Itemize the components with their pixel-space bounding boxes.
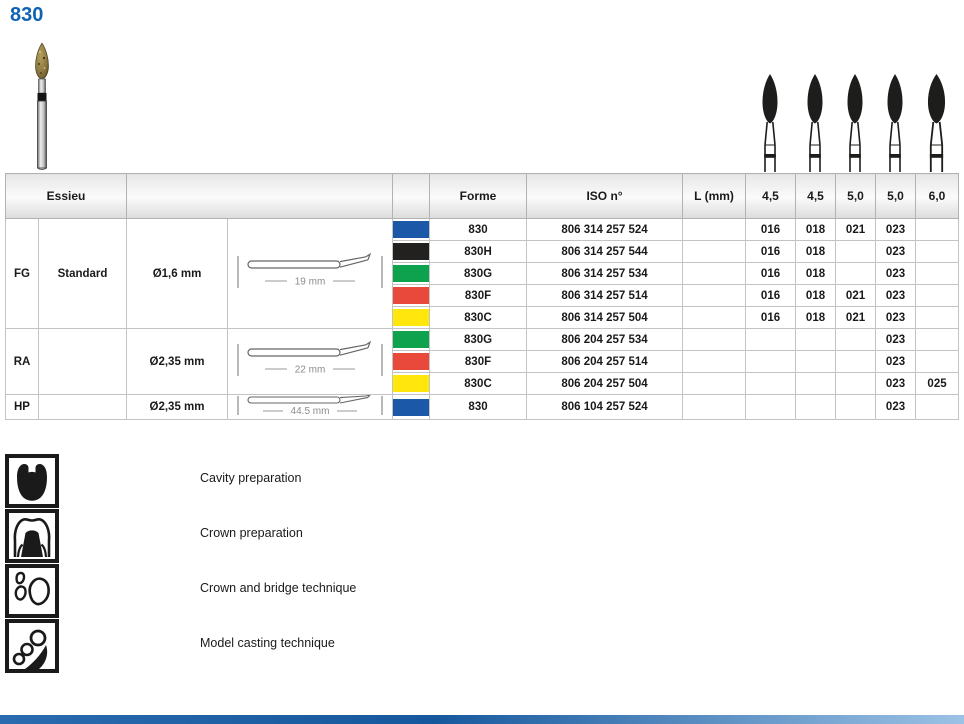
color-swatch	[393, 375, 429, 392]
iso-cell: 806 314 257 524	[527, 219, 683, 241]
header-color	[393, 174, 430, 219]
size-cell	[796, 351, 836, 373]
color-cell	[393, 329, 430, 351]
forme-cell: 830F	[430, 285, 527, 307]
color-cell	[393, 395, 430, 420]
size-cell: 016	[746, 307, 796, 329]
header-size-2: 4,5	[796, 174, 836, 219]
color-swatch	[393, 243, 429, 260]
size-cell: 016	[746, 285, 796, 307]
color-swatch	[393, 353, 429, 370]
forme-cell: 830F	[430, 351, 527, 373]
size-cell: 023	[876, 219, 916, 241]
size-cell	[916, 307, 959, 329]
size-cell	[916, 219, 959, 241]
size-cell	[836, 373, 876, 395]
size-cell: 023	[876, 307, 916, 329]
forme-cell: 830C	[430, 373, 527, 395]
size-cell: 016	[746, 263, 796, 285]
size-cell: 023	[876, 241, 916, 263]
color-cell	[393, 351, 430, 373]
header-spacer	[127, 174, 393, 219]
size-cell: 023	[876, 395, 916, 420]
crown-preparation-icon	[5, 509, 59, 563]
l-cell	[683, 219, 746, 241]
iso-cell: 806 204 257 534	[527, 329, 683, 351]
forme-cell: 830G	[430, 329, 527, 351]
size-cell	[836, 329, 876, 351]
size-cell	[916, 351, 959, 373]
l-cell	[683, 395, 746, 420]
legend-label: Crown and bridge technique	[200, 581, 357, 595]
size-cell: 023	[876, 263, 916, 285]
iso-cell: 806 204 257 514	[527, 351, 683, 373]
forme-cell: 830C	[430, 307, 527, 329]
size-cell	[796, 329, 836, 351]
shank-diagram-fg	[228, 219, 393, 329]
header-forme: Forme	[430, 174, 527, 219]
shank-diagram-hp	[228, 395, 393, 420]
bur-silhouette-3	[837, 72, 873, 172]
size-cell	[916, 395, 959, 420]
size-cell	[746, 351, 796, 373]
diameter-fg: Ø1,6 mm	[127, 219, 228, 329]
l-cell	[683, 329, 746, 351]
size-cell	[836, 263, 876, 285]
size-cell	[836, 395, 876, 420]
size-cell: 016	[746, 241, 796, 263]
color-swatch	[393, 309, 429, 326]
size-cell: 018	[796, 219, 836, 241]
color-cell	[393, 307, 430, 329]
l-cell	[683, 285, 746, 307]
standard-fg: Standard	[39, 219, 127, 329]
size-cell: 023	[876, 351, 916, 373]
l-cell	[683, 373, 746, 395]
header-size-1: 4,5	[746, 174, 796, 219]
essieu-hp: HP	[6, 395, 39, 420]
color-cell	[393, 373, 430, 395]
header-iso: ISO n°	[527, 174, 683, 219]
l-cell	[683, 351, 746, 373]
color-swatch	[393, 399, 429, 416]
color-swatch	[393, 221, 429, 238]
legend-label: Model casting technique	[200, 636, 335, 650]
table-row	[6, 219, 959, 241]
crown-and-bridge-technique-icon	[5, 564, 59, 618]
table-header-row	[6, 174, 959, 219]
size-cell: 016	[746, 219, 796, 241]
size-cell: 023	[876, 285, 916, 307]
essieu-fg: FG	[6, 219, 39, 329]
size-cell	[916, 241, 959, 263]
forme-cell: 830	[430, 219, 527, 241]
cavity-preparation-icon	[5, 454, 59, 508]
legend-label: Cavity preparation	[200, 471, 302, 485]
color-swatch	[393, 287, 429, 304]
size-cell: 021	[836, 285, 876, 307]
header-size-5: 6,0	[916, 174, 959, 219]
size-cell: 023	[876, 329, 916, 351]
legend-label: Crown preparation	[200, 526, 303, 540]
size-cell	[916, 329, 959, 351]
size-cell: 025	[916, 373, 959, 395]
color-swatch	[393, 331, 429, 348]
color-cell	[393, 285, 430, 307]
size-cell	[836, 351, 876, 373]
essieu-ra: RA	[6, 329, 39, 395]
size-cell	[746, 395, 796, 420]
size-cell: 018	[796, 263, 836, 285]
model-casting-technique-icon	[5, 619, 59, 673]
bur-silhouette-4	[877, 72, 913, 172]
size-cell: 021	[836, 219, 876, 241]
header-essieu: Essieu	[6, 174, 127, 219]
shank-length-label: 44.5 mm	[290, 406, 330, 416]
spec-table	[5, 173, 959, 420]
standard-hp	[39, 395, 127, 420]
size-cell	[746, 329, 796, 351]
size-cell: 021	[836, 307, 876, 329]
color-cell	[393, 263, 430, 285]
table-row	[6, 329, 959, 351]
size-cell: 018	[796, 241, 836, 263]
color-cell	[393, 241, 430, 263]
iso-cell: 806 314 257 514	[527, 285, 683, 307]
forme-cell: 830H	[430, 241, 527, 263]
diameter-hp: Ø2,35 mm	[127, 395, 228, 420]
standard-ra	[39, 329, 127, 395]
size-cell	[916, 285, 959, 307]
forme-cell: 830	[430, 395, 527, 420]
shank-length-label: 19 mm	[294, 276, 326, 288]
iso-cell: 806 204 257 504	[527, 373, 683, 395]
size-cell	[796, 395, 836, 420]
header-size-4: 5,0	[876, 174, 916, 219]
iso-cell: 806 314 257 544	[527, 241, 683, 263]
size-cell	[796, 373, 836, 395]
bur-silhouette-2	[797, 72, 833, 172]
iso-cell: 806 314 257 504	[527, 307, 683, 329]
table-row	[6, 395, 959, 420]
color-swatch	[393, 265, 429, 282]
size-cell: 018	[796, 285, 836, 307]
iso-cell: 806 314 257 534	[527, 263, 683, 285]
l-cell	[683, 307, 746, 329]
header-l-mm: L (mm)	[683, 174, 746, 219]
forme-cell: 830G	[430, 263, 527, 285]
page-title: 830	[10, 4, 44, 26]
footer-accent-bar	[0, 715, 964, 724]
size-cell: 023	[876, 373, 916, 395]
size-cell	[746, 373, 796, 395]
shank-length-label: 22 mm	[294, 364, 326, 376]
bur-silhouette-5	[916, 72, 957, 172]
header-size-3: 5,0	[836, 174, 876, 219]
bur-product-photo	[27, 40, 57, 172]
size-cell	[836, 241, 876, 263]
l-cell	[683, 263, 746, 285]
size-cell	[916, 263, 959, 285]
l-cell	[683, 241, 746, 263]
size-cell: 018	[796, 307, 836, 329]
diameter-ra: Ø2,35 mm	[127, 329, 228, 395]
color-cell	[393, 219, 430, 241]
bur-silhouette-1	[752, 72, 788, 172]
iso-cell: 806 104 257 524	[527, 395, 683, 420]
shank-diagram-ra	[228, 329, 393, 395]
